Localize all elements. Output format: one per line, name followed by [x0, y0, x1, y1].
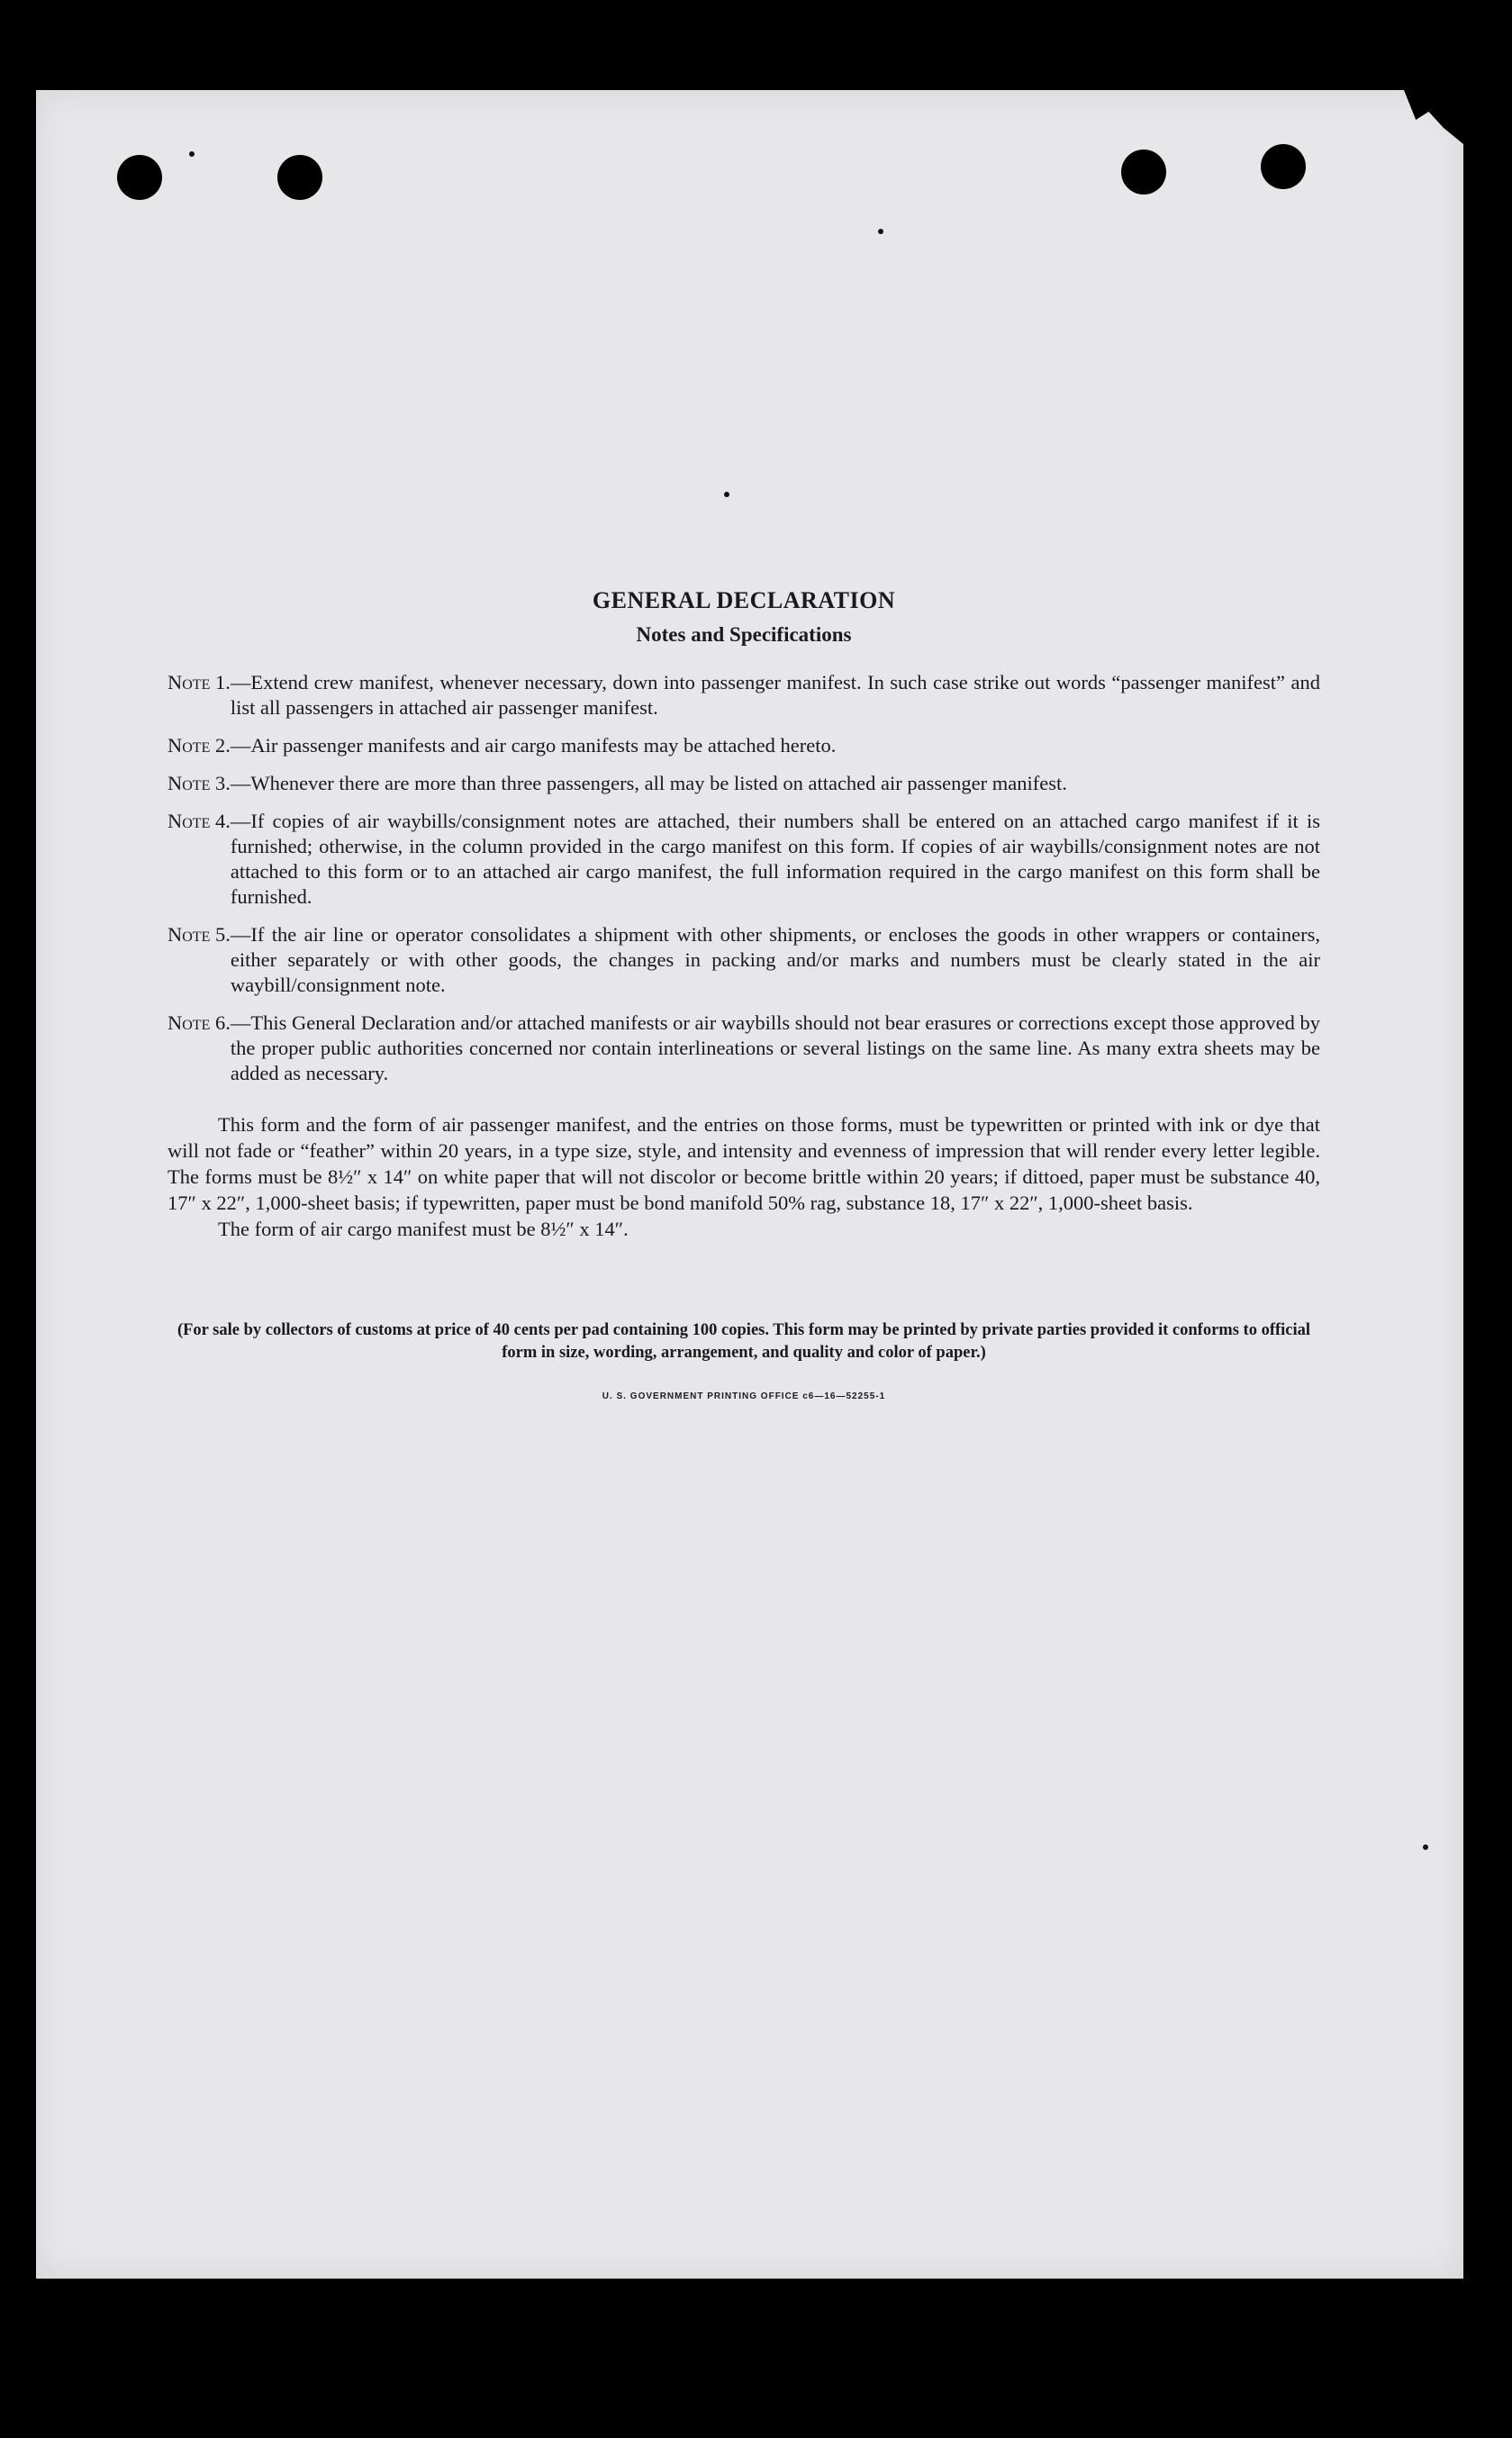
note-6	[167, 1011, 1320, 1086]
note-text: —If copies of air waybills/consignment notes are attached, their numbers shall be entered on an attached cargo manifest if it is furnished; otherwise, in the column provided in the cargo manifest on this form. If copies of air waybills/consignment notes are not attached to this form or to an attached air cargo manifest, the full information required in the cargo manifest on this form shall be furnished.	[230, 810, 1320, 908]
note-4	[167, 809, 1320, 910]
note-label: Note 2.	[167, 734, 231, 757]
printer-line: U. S. GOVERNMENT PRINTING OFFICE c6—16—52255-1	[602, 1391, 886, 1401]
note-text: —This General Declaration and/or attached manifests or air waybills should not bear erasures or corrections except those approved by the proper public authorities concerned nor contain interlineations or several listings on the same line. As many extra sheets may be added as necessary.	[230, 1011, 1320, 1084]
note-text: —Extend crew manifest, whenever necessary, down into passenger manifest. In such case strike out words “passenger manifest” and list all passengers in attached air passenger manifest.	[230, 671, 1320, 719]
note-2	[167, 733, 1320, 758]
speck	[724, 492, 729, 497]
note-text: —If the air line or operator consolidates a shipment with other shipments, or encloses the goods in other wrappers or containers, either separately or with other goods, the changes in packing and/or marks and numbers must be clearly stated in the air waybill/consignment note.	[230, 923, 1320, 996]
note-text: —Whenever there are more than three passengers, all may be listed on attached air passenger manifest.	[230, 772, 1067, 794]
specification-paragraph: This form and the form of air passenger manifest, and the entries on those forms, must be typewritten or printed with ink or dye that will not fade or “feather” within 20 years, in a type size, style, and intensity and evenness of impression that will render every letter legible. The forms must be 8½″ x 14″ on white paper that will not discolor or become brittle within 20 years; if dittoed, paper must be substance 40, 17″ x 22″, 1,000-sheet basis; if typewritten, paper must be bond manifold 50% rag, substance 18, 17″ x 22″, 1,000-sheet basis.	[167, 1113, 1320, 1214]
note-3	[167, 771, 1320, 796]
punch-hole-right-2	[1261, 144, 1306, 189]
note-5	[167, 922, 1320, 998]
punch-hole-left-1	[117, 155, 162, 200]
notes-section	[167, 587, 1320, 1401]
note-label: Note 1.	[167, 671, 231, 693]
note-label: Note 5.	[167, 923, 231, 946]
note-label: Note 3.	[167, 772, 231, 794]
torn-corner	[1364, 90, 1463, 144]
note-text: —Air passenger manifests and air cargo manifests may be attached hereto.	[230, 734, 837, 757]
punch-hole-right-1	[1121, 150, 1166, 195]
punch-hole-left-2	[277, 155, 322, 200]
note-label: Note 4.	[167, 810, 231, 832]
note-1	[167, 670, 1320, 721]
cargo-size-line: The form of air cargo manifest must be 8½″ x 14″.	[218, 1218, 629, 1240]
page-subtitle: Notes and Specifications	[636, 623, 852, 646]
speck	[878, 229, 883, 234]
speck	[1423, 1844, 1428, 1850]
speck	[189, 151, 195, 157]
page-title: GENERAL DECLARATION	[592, 587, 896, 613]
sale-notice: (For sale by collectors of customs at price of 40 cents per pad containing 100 copies. This form may be printed by private parties provided it conforms to official form in size, wording, arrangement, and quality and color of paper.)	[177, 1321, 1311, 1362]
note-label: Note 6.	[167, 1011, 231, 1034]
